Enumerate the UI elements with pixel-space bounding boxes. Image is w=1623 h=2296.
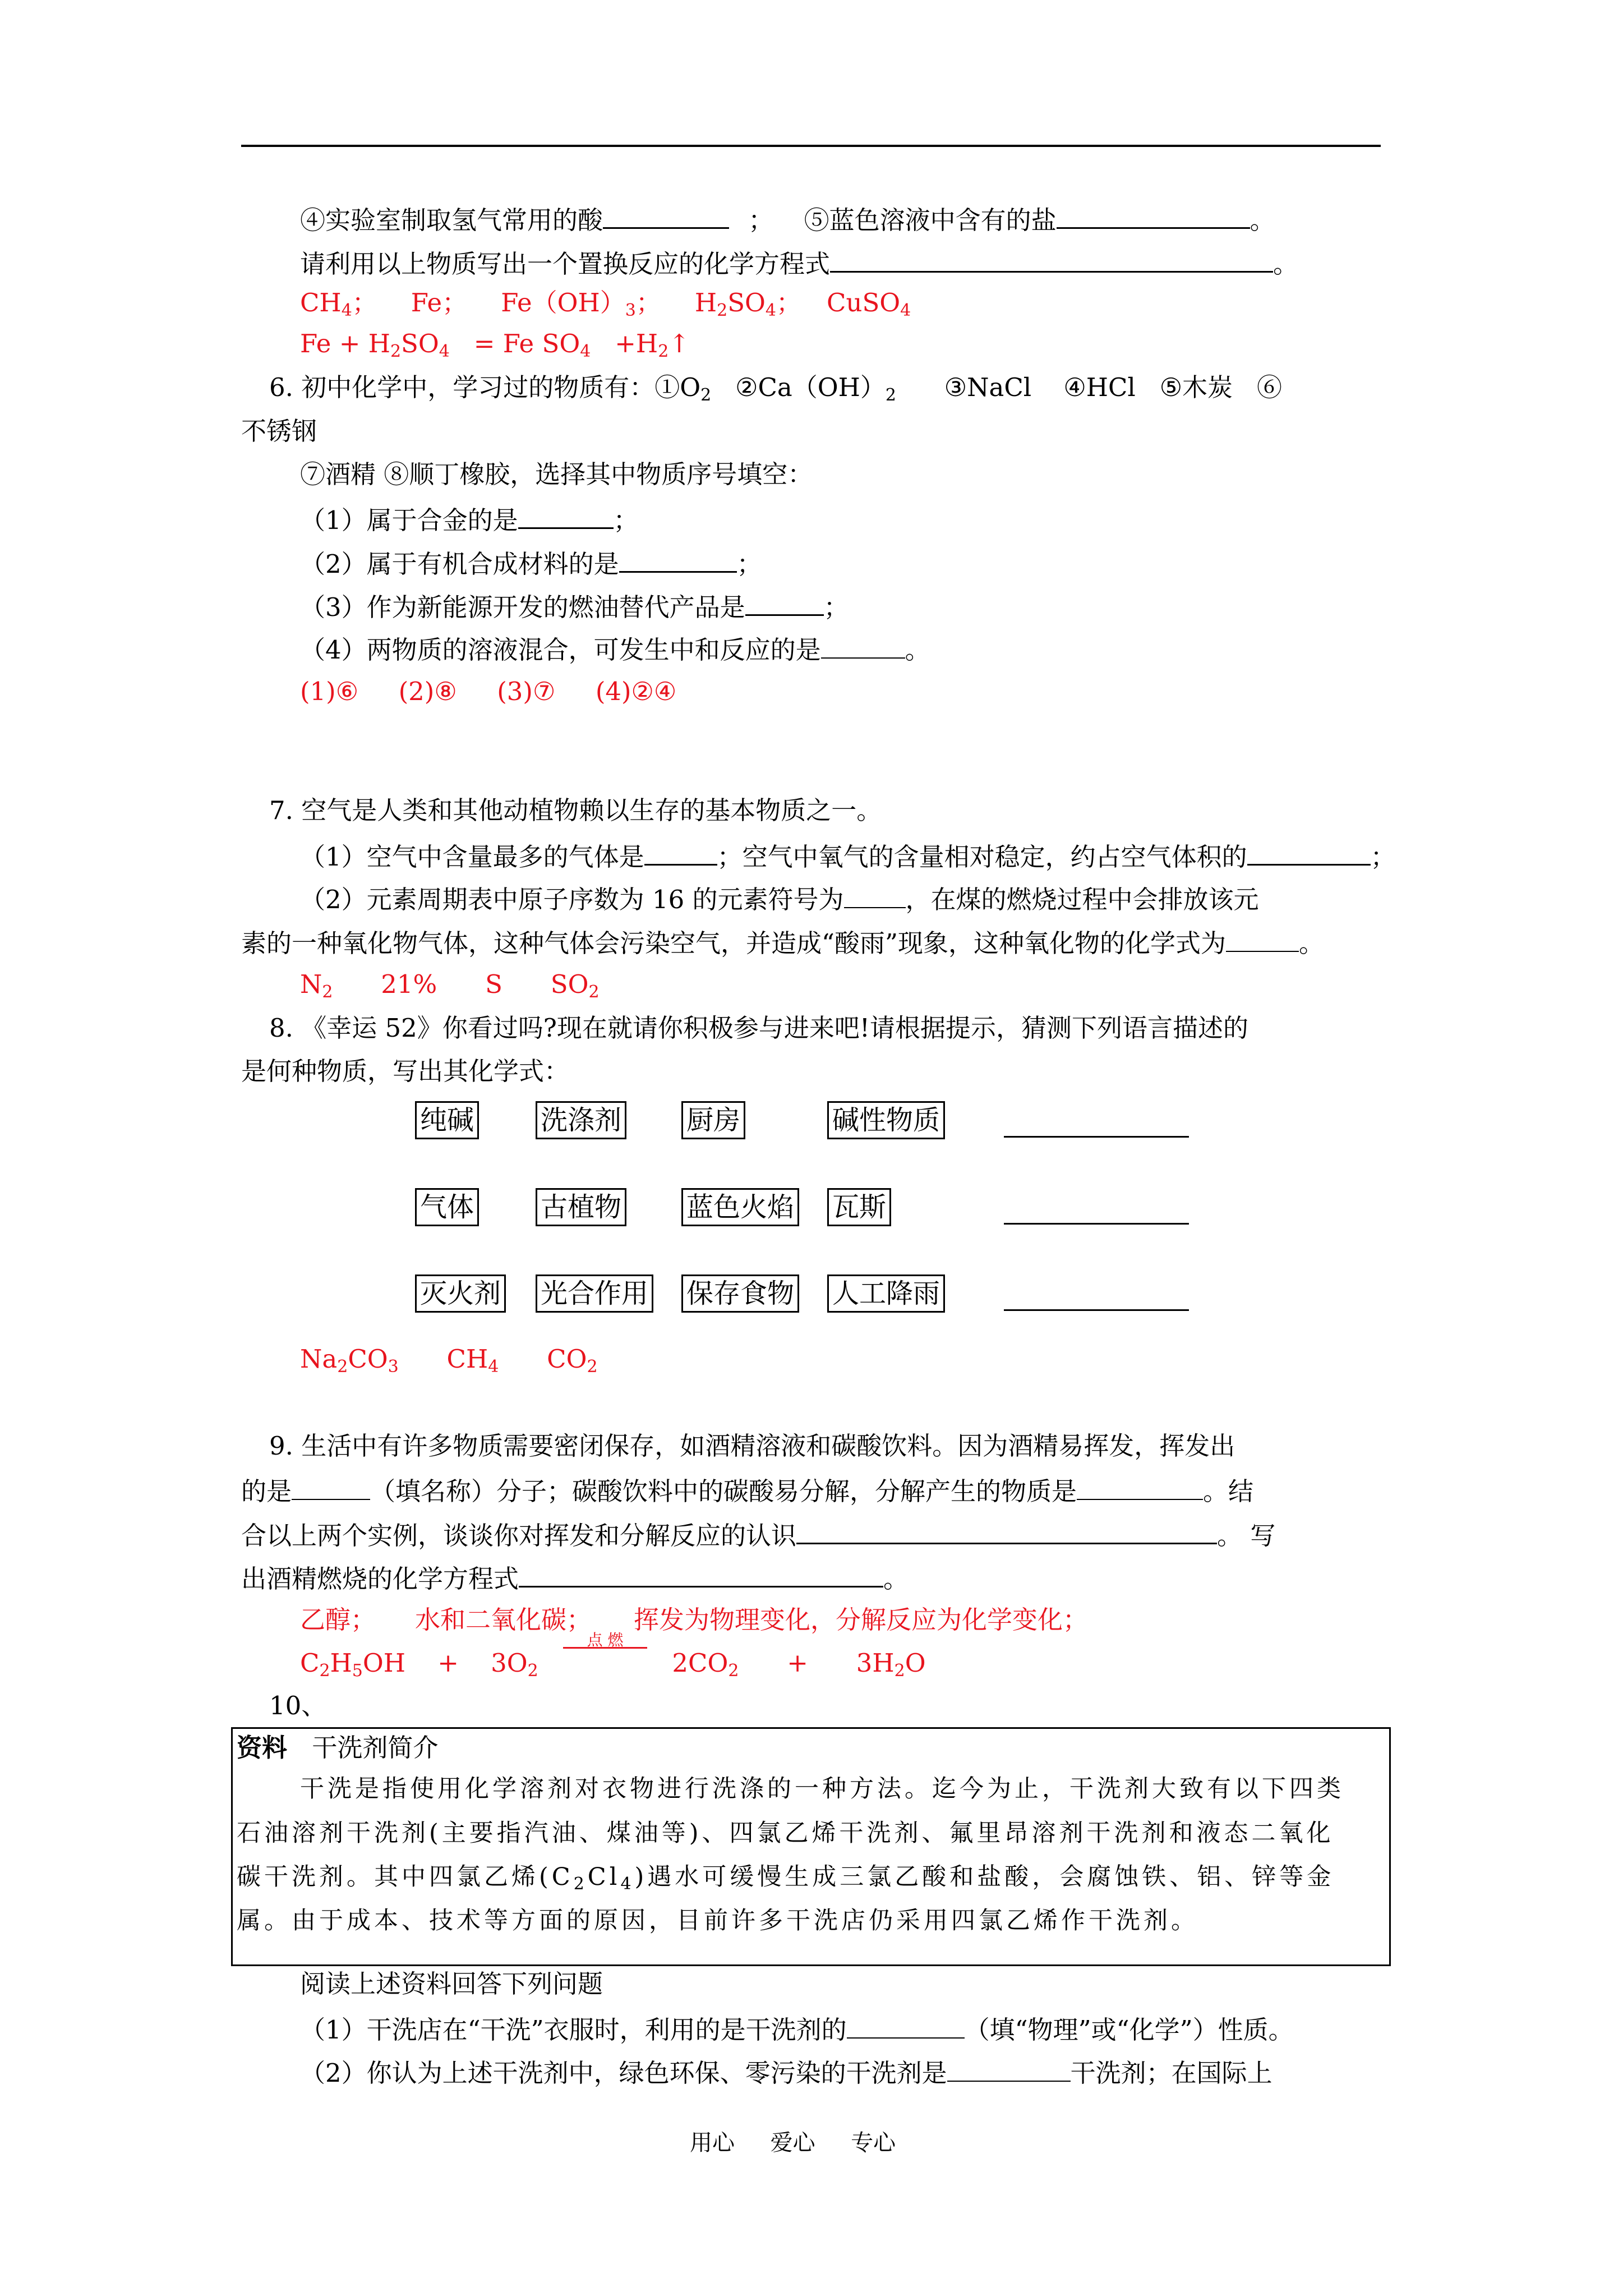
- q6-answer: (1)⑥ (2)⑧ (3)⑦ (4)②④: [300, 677, 677, 706]
- keyword-box: 古植物: [536, 1188, 626, 1226]
- blank[interactable]: [947, 2058, 1071, 2082]
- q9-answer1: 乙醇； 水和二氧化碳； 挥发为物理变化，分解反应为化学变化；: [300, 1605, 1089, 1635]
- q7-stem: 7. 空气是人类和其他动植物赖以生存的基本物质之一。: [269, 795, 882, 825]
- q7-item1: （1）空气中含量最多的气体是 ；空气中氧气的含量相对稳定，约占空气体积的 ；: [300, 842, 1396, 872]
- blank[interactable]: [1057, 205, 1250, 229]
- keyword-box: 洗涤剂: [536, 1101, 626, 1139]
- info-box-line: 干洗是指使用化学溶剂对衣物进行洗涤的一种方法。迄今为止，干洗剂大致有以下四类: [300, 1775, 1344, 1803]
- q10-number: 10、: [269, 1691, 327, 1720]
- q9-line3: 合以上两个实例，谈谈你对挥发和分解反应的认识 。 写: [241, 1521, 1276, 1550]
- blank[interactable]: [519, 1563, 883, 1588]
- blank[interactable]: [830, 249, 1273, 273]
- blank[interactable]: [745, 592, 824, 616]
- q6-item2: （2）属于有机合成材料的是 ；: [300, 549, 762, 579]
- blank[interactable]: [847, 2015, 965, 2039]
- q6-stem-b: 不锈钢: [241, 416, 317, 446]
- answer-blank[interactable]: [1004, 1136, 1189, 1138]
- keyword-box: 厨房: [681, 1101, 745, 1139]
- keyword-box: 保存食物: [681, 1274, 799, 1313]
- q9-line2: 的是 （填名称）分子；碳酸饮料中的碳酸易分解，分解产生的物质是 。结: [241, 1476, 1254, 1506]
- info-box-line: 属。由于成本、技术等方面的原因，目前许多干洗店仍采用四氯乙烯作干洗剂。: [237, 1907, 1198, 1935]
- q8-answer: $Na_2CO_3$ $CH_4$ $CO_2$: [300, 1344, 598, 1377]
- q6-stem-a: 6. 初中化学中，学习过的物质有：$①O_2$ $②Ca(OH)_2$ ③NaCl ④HCl ⑤木炭 ⑥: [269, 372, 1282, 405]
- keyword-box: 瓦斯: [827, 1188, 891, 1226]
- keyword-box: 光合作用: [536, 1274, 653, 1313]
- q10-intro: 阅读上述资料回答下列问题: [300, 1969, 603, 1999]
- answer-blank[interactable]: [1004, 1309, 1189, 1311]
- q5-answer2: $Fe + H_2SO_4 = Fe$ $SO_4$ $+H_2↑$: [300, 329, 690, 361]
- blank[interactable]: [603, 205, 729, 229]
- blank[interactable]: [619, 549, 737, 573]
- answer-blank[interactable]: [1004, 1223, 1189, 1225]
- blank[interactable]: [644, 841, 717, 866]
- keyword-box: 碱性物质: [827, 1101, 945, 1139]
- q7-item2-cont: 素的一种氧化物气体，这种气体会污染空气，并造成“酸雨”现象，这种氧化物的化学式为 。: [241, 928, 1325, 958]
- keyword-box: 灭火剂: [415, 1274, 506, 1313]
- page-footer: 用心 爱心 专心: [690, 2130, 896, 2156]
- q6-stem-c: ⑦酒精 ⑧顺丁橡胶，选择其中物质序号填空：: [300, 459, 813, 489]
- keyword-box: 人工降雨: [827, 1274, 945, 1313]
- q5-line2: 请利用以上物质写出一个置换反应的化学方程式 。: [300, 249, 1299, 279]
- blank[interactable]: [844, 885, 906, 908]
- q6-item4: （4）两物质的溶液混合，可发生中和反应的是 。: [300, 635, 930, 665]
- q8-stem-a: 8. 《幸运 52》你看过吗?现在就请你积极参与进来吧!请根据提示，猜测下列语言描述的: [269, 1013, 1249, 1043]
- blank[interactable]: [1247, 841, 1371, 866]
- q9-line1: 9. 生活中有许多物质需要密闭保存，如酒精溶液和碳酸饮料。因为酒精易挥发，挥发出: [269, 1431, 1235, 1461]
- info-box-line: 碳干洗剂。其中四氯乙烯$(C_2Cl_4)$遇水可缓慢生成三氯乙酸和盐酸，会腐蚀铁、铝、锌等金: [237, 1863, 1335, 1894]
- info-box-line: 石油溶剂干洗剂(主要指汽油、煤油等)、四氯乙烯干洗剂、氟里昂溶剂干洗剂和液态二氧化: [237, 1819, 1334, 1847]
- blank[interactable]: [518, 505, 614, 529]
- q5-answer1: $CH_4$； Fe； $Fe(OH)_3$； $H_2SO_4$； CuSO$_4$: [300, 288, 911, 320]
- q10-item1: （1）干洗店在“干洗”衣服时，利用的是干洗剂的 （填“物理”或“化学”）性质。: [300, 2015, 1294, 2045]
- q6-item1: （1）属于合金的是 ；: [300, 505, 639, 535]
- q9-line4: 出酒精燃烧的化学方程式 。: [241, 1564, 909, 1594]
- keyword-box: 蓝色火焰: [681, 1188, 799, 1226]
- q10-item2: （2）你认为上述干洗剂中，绿色环保、零污染的干洗剂是 干洗剂；在国际上: [300, 2058, 1272, 2088]
- q8-stem-b: 是何种物质，写出其化学式：: [241, 1056, 570, 1086]
- blank[interactable]: [1077, 1476, 1203, 1500]
- info-box-title: 资料 干洗剂简介: [237, 1733, 439, 1763]
- blank[interactable]: [796, 1520, 1217, 1544]
- blank[interactable]: [821, 635, 905, 659]
- q9-answer2: $C_2H_5OH$ + $3O_2$ 点 燃 $2CO_2$ + $3H_2O$: [300, 1631, 926, 1681]
- q5-line1: ④实验室制取氢气常用的酸 ； ⑤蓝色溶液中含有的盐 。: [300, 205, 1275, 235]
- blank[interactable]: [292, 1476, 370, 1500]
- blank[interactable]: [1226, 928, 1299, 952]
- keyword-box: 气体: [415, 1188, 479, 1226]
- q6-item3: （3）作为新能源开发的燃油替代产品是 ；: [300, 592, 849, 622]
- keyword-box: 纯碱: [415, 1101, 479, 1139]
- header-rule: [241, 145, 1381, 147]
- q7-item2: （2）元素周期表中原子序数为 16 的元素符号为 ，在煤的燃烧过程中会排放该元: [300, 885, 1259, 914]
- q7-answer: $N_2$ 21% S $SO_2$: [300, 969, 600, 1002]
